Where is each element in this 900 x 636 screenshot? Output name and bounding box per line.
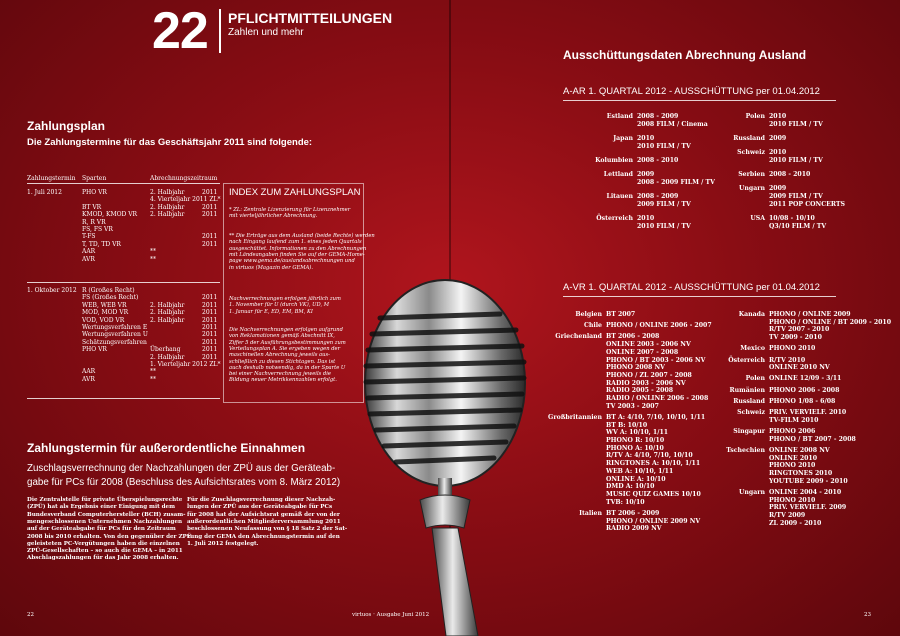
table-cell-year: 2011 [202,346,218,354]
ae-heading: Zahlungstermin für außerordentliche Einnahmen [27,441,306,455]
sec2-title: A-VR 1. QUARTAL 2012 - AUSSCHÜTTUNG per 01.04.2012 [563,282,820,293]
country-value: BT 2006 - 2008 [606,333,660,341]
col-header-sparten: Sparten [82,175,107,182]
country-value: DMD A: 10/10 [606,483,655,491]
country-value: R/TV 2007 - 2010 [769,326,830,334]
index-note-line: * ZL: Zentrale Lizenzierung für Lizenznehmer [229,207,351,213]
index-note-line: Verteilungsplan A. Sie ergeben wegen der [229,345,341,352]
table-cell-zeitraum: 2. Halbjahr [150,353,185,361]
index-note-line: auch deshalb notwendig, da in der Sparte U [229,364,346,371]
table-cell-sparte: Schätzungsverfahren [82,338,147,346]
table-cell-year: 2011 [202,309,218,317]
table-cell-year: 2011 [202,233,218,241]
country-label: Litauen [606,192,633,200]
country-label: Kanada [738,311,765,318]
table-cell-year: 2011 [202,211,218,219]
country-value: 2008 - 2009 [637,192,679,200]
country-value: ONLINE 12/09 - 3/11 [769,375,842,383]
country-value: TV 2009 - 2010 [769,334,822,342]
table-cell-sparte: FS, FS VR [82,226,113,233]
index-note-line: mit Ländeangaben finden Sie auf der GEMA-Home- [229,251,365,258]
index-note-line: nach Eingang laufend zum 1. eines jeden Quartals [229,239,362,246]
country-value: BT 2006 - 2009 [606,509,660,517]
index-note-line: Ziffer 5 der Ausführungsbestimmungen zum [229,339,346,346]
country-value: 2008 - 2010 [769,171,811,178]
index-note-line: bei einer Nachverrechnung jeweils die [229,371,331,378]
country-label: Großbritannien [548,413,602,421]
table-cell-zeitraum: 4. Vierteljahr 2011 ZL* [150,196,221,204]
right-heading: Ausschüttungsdaten Abrechnung Ausland [563,48,807,62]
country-value: 2009 FILM / TV [769,192,823,200]
country-value: ONLINE 2004 - 2010 [769,488,842,496]
country-value: 2010 FILM / TV [637,222,691,230]
country-value: RADIO 2005 - 2008 [606,387,674,395]
index-note-line: Nachverrechnungen erfolgen jährlich zum [229,296,341,302]
country-value: 2009 FILM / TV [637,200,691,208]
country-label: Russland [733,397,765,405]
country-label: Ungarn [739,185,765,193]
table-cell-sparte: MOD, MOD VR [82,309,129,317]
zahlungsplan-intro: Die Zahlungstermine für das Geschäftsjahr 2011 sind folgende: [27,137,313,148]
country-value: ONLINE 2010 [769,454,818,462]
table-cell-zeitraum: 2. Halbjahr [150,316,185,324]
country-value: PHONO 1/08 - 6/08 [769,397,836,405]
ae-text-line: geleisteten PC-Vergütungen haben die einzelnen [27,540,180,547]
group1-date: 1. Juli 2012 [27,189,62,196]
country-value: PHONO 2008 NV [606,364,665,372]
ae-text-line: auf der Geräteabgabe für PCs für den Zeitraum [27,526,176,533]
country-label: Rumänien [729,386,765,394]
country-label: Tschechien [726,446,765,454]
ae-text-line: lungen der ZPÜ aus der Geräteabgabe für PCs [187,504,333,511]
table-cell-year: 2011 [202,324,218,331]
footer-magazine: virtuos · Ausgabe Juni 2012 [352,612,430,618]
country-value: R/TV A: 4/10, 7/10, 10/10 [606,452,693,460]
page-number-right: 23 [864,612,871,618]
country-value: 2008 - 2009 FILM / TV [637,178,715,186]
ae-text-line: Die Zentralstelle für private Überspielungsrechte [27,497,183,503]
country-value: RADIO 2003 - 2006 NV [606,379,686,387]
table-cell-year: 2011 [202,353,218,361]
country-value: RINGTONES 2010 [769,469,833,477]
country-label: Italien [579,509,602,517]
country-value: R/TV 2009 [769,511,806,519]
table-cell-year: 2011 [202,240,218,248]
country-value: 2010 FILM / TV [769,120,823,128]
country-label: Ungarn [739,488,765,496]
country-value: 2010 [637,214,655,222]
header-divider [219,9,221,53]
country-label: USA [750,214,765,222]
ae-subheading-line1: Zuschlagsverrechnung der Nachzahlungen der ZPÜ aus der Geräteab- [27,463,336,474]
country-value: TVB: 10/10 [606,498,645,506]
country-label: Japan [613,134,633,142]
index-note-line: ** Die Erträge aus dem Ausland (beide Rechte) werden [229,233,375,239]
table-cell-zeitraum: 2. Halbjahr [150,189,185,196]
table-cell-sparte: PHO VR [82,346,107,354]
country-label: Schweiz [737,409,765,416]
country-value: 2010 [769,149,787,157]
page-number-left: 22 [27,612,34,618]
table-cell-sparte: Wertungsverfahren E [82,324,148,331]
country-label: Schweiz [737,149,765,157]
country-value: PHONO R: 10/10 [606,437,665,444]
table-cell-zeitraum: Überhang [150,346,181,354]
index-note-line: schließlich zu diesen Stichtagen. Das ist [229,358,336,365]
index-note-line: maschinellen Abrechnung jeweils aus- [229,352,330,359]
table-cell-sparte: R (Großes Recht) [82,287,135,294]
table-cell-zeitraum: ** [150,255,156,263]
table-header-rule [27,183,220,184]
col-header-zeitraum: Abrechnungszeitraum [150,175,218,182]
country-value: MUSIC QUIZ GAMES 10/10 [606,490,701,498]
country-value: ZL 2009 - 2010 [769,519,822,527]
index-note-line: Die Nachverrechnungen erfolgen aufgrund [229,327,343,333]
country-value: 2011 POP CONCERTS [769,200,845,208]
index-note-line: mit vierteljährlicher Abrechnung. [229,213,318,220]
col-header-termin: Zahlungstermin [27,175,76,182]
country-value: RINGTONES A: 10/10, 1/11 [606,460,701,468]
country-value: 2009 [769,134,787,142]
table-cell-sparte: T-FS [82,233,96,241]
microphone-image [350,278,550,636]
country-label: Polen [745,113,765,120]
table-cell-sparte: BT VR [82,203,102,211]
index-note-line: 1. November für U (durch VK), UD, M [229,302,330,309]
table-cell-zeitraum: 2. Halbjahr [150,211,185,219]
chapter-subtitle: Zahlen und mehr [228,27,304,38]
country-value: PHONO 2010 [769,496,816,504]
index-note-line: in virtuos (Magazin der GEMA). [229,264,313,271]
ae-text-line: beschlossenen Neufassung von § 18 Satz 2 der Sat- [187,526,348,533]
ae-text-line: Bundesverband Computerhersteller (BCH) zusam- [27,511,186,518]
country-label: Estland [606,113,633,120]
index-note-line: page www.gema.de/auslandsabrechnungen und [229,258,355,265]
country-value: WV A: 10/10, 1/11 [606,429,669,437]
country-value: PHONO / ONLINE 2009 [769,311,851,318]
table-cell-sparte: AVR [82,255,95,263]
country-value: Q3/10 FILM / TV [769,222,827,230]
country-value: 2008 FILM / Cinema [637,120,708,128]
country-value: 10/08 - 10/10 [769,214,815,222]
table-cell-zeitraum: ** [150,368,156,376]
country-value: PHONO / ONLINE 2009 NV [606,517,701,525]
ae-text-line: ZPÜ-Gesellschaften – so auch die GEMA – in 2011 [27,548,183,555]
country-value: YOUTUBE 2009 - 2010 [769,477,848,485]
table-cell-sparte: WEB, WEB VR [82,301,127,309]
ae-text-line: Abschlagszahlungen für das Jahr 2008 erhalten. [27,555,179,562]
country-value: ONLINE A: 10/10 [606,475,666,483]
country-label: Österreich [596,214,633,222]
table-cell-zeitraum: 2. Halbjahr [150,301,185,309]
country-label: Kolumbien [595,156,633,164]
country-value: PHONO / ONLINE 2006 - 2007 [606,322,712,330]
country-value: PHONO A: 10/10 [606,444,664,452]
index-title: INDEX ZUM ZAHLUNGSPLAN [229,187,361,198]
country-value: WEB A: 10/10, 1/11 [606,467,674,475]
country-value: 2010 [637,134,655,142]
country-value: PHONO / BT 2007 - 2008 [769,435,856,443]
index-note-line: ausgeschüttet. Informationen zu den Abrechnungen [229,245,367,252]
group-rule [27,282,220,283]
country-label: Serbien [738,171,765,178]
country-value: PHONO 2010 [769,345,816,353]
ae-text-line: Für die Zuschlagsverrechnung dieser Nachzah- [187,497,336,503]
country-value: 2008 - 2010 [637,156,679,164]
table-cell-year: 2011 [202,203,218,211]
country-value: PHONO / BT 2003 - 2006 NV [606,356,706,364]
country-value: RADIO / ONLINE 2006 - 2008 [606,395,709,402]
country-label: Russland [733,134,765,142]
table-cell-sparte: AAR [82,248,96,256]
country-value: BT A: 4/10, 7/10, 10/10, 1/11 [606,413,706,421]
country-value: R/TV 2010 [769,356,806,364]
table-cell-sparte: R, R VR [82,218,106,226]
table-cell-sparte: AAR [82,368,96,376]
index-note-line: Bildung neuer Metrikkennzahlen erfolgt. [229,377,337,384]
country-value: ONLINE 2007 - 2008 [606,348,679,356]
country-value: BT 2007 [606,311,636,318]
country-value: 2010 FILM / TV [637,142,691,150]
country-label: Lettland [603,171,633,178]
table-cell-sparte: PHO VR [82,189,107,196]
country-label: Mexico [740,345,765,353]
ae-text-line: mengeschlossenen Unternehmen Nachzahlungen [27,518,183,525]
table-cell-year: 2011 [202,331,218,339]
index-note-line: 1. Januar für E, ED, EM, BM, KI [229,308,313,315]
table-cell-sparte: KMOD, KMOD VR [82,211,138,219]
country-value: PRIV. VERVIELF. 2010 [769,409,847,416]
table-cell-sparte: T, TD, TD VR [82,240,121,248]
country-label: Singapur [733,427,765,435]
zahlungsplan-heading: Zahlungsplan [27,119,105,133]
country-value: 2008 - 2009 [637,113,679,120]
table-cell-year: 2011 [202,338,218,346]
table-cell-year: 2011 [202,301,218,309]
table-cell-sparte: VOD, VOD VR [82,316,125,324]
country-value: ONLINE 2010 NV [769,364,830,372]
country-label: Griechenland [555,333,602,341]
table-cell-year: 2011 [202,189,218,196]
sec2-rule [563,296,836,297]
country-value: PHONO 2006 [769,427,816,435]
ae-text-line: 2008 bis 2010 erhalten. Von den gegenüber der ZPÜ [27,533,192,540]
country-value: PHONO / ZL 2007 - 2008 [606,371,692,379]
table-cell-zeitraum: ** [150,375,156,383]
country-value: RADIO 2009 NV [606,525,662,533]
country-value: 2010 FILM / TV [769,156,823,164]
ae-text-line: für 2008 hat der Aufsichtsrat gemäß der von der [187,511,340,518]
ae-subheading-line2: gabe für PCs für 2008 (Beschluss des Aufsichtsrates vom 8. März 2012) [27,477,341,488]
country-label: Österreich [728,356,765,364]
country-label: Belgien [575,311,602,318]
table-cell-year: 2011 [202,294,218,302]
sec1-rule [563,100,836,101]
table-bottom-rule [27,398,220,399]
country-value: TV 2003 - 2007 [606,402,659,410]
table-cell-zeitraum: 1. Vierteljahr 2012 ZL* [150,361,221,368]
sec1-title: A-AR 1. QUARTAL 2012 - AUSSCHÜTTUNG per 01.04.2012 [563,86,820,97]
ae-text-line: (ZPÜ) hat als Ergebnis einer Einigung mit dem [27,504,176,511]
table-cell-year: 2011 [202,316,218,324]
ae-text-line: zung der GEMA den Abrechnungstermin auf den [187,533,340,540]
ae-text-line: 1. Juli 2012 festgelegt. [187,540,259,547]
country-value: PHONO / ONLINE / BT 2009 - 2010 [769,318,892,326]
table-cell-sparte: FS (Großes Recht) [82,294,139,302]
country-value: PHONO 2006 - 2008 [769,386,840,394]
country-label: Polen [745,375,765,383]
country-value: TV-FILM 2010 [769,416,819,424]
country-value: ONLINE 2008 NV [769,446,830,454]
country-value: 2009 [637,171,655,178]
table-cell-zeitraum: ** [150,248,156,256]
chapter-number: 22 [152,2,208,60]
chapter-title: PFLICHTMITTEILUNGEN [228,10,393,26]
country-value: ONLINE 2003 - 2006 NV [606,341,691,349]
country-label: Chile [583,322,602,330]
table-cell-sparte: AVR [82,375,95,383]
index-note-line: von Reklamationen gemäß Abschnitt IX, [229,333,335,340]
country-value: PHONO 2010 [769,462,816,470]
table-cell-zeitraum: 2. Halbjahr [150,309,185,317]
country-value: BT B: 10/10 [606,421,648,429]
table-cell-zeitraum: 2. Halbjahr [150,203,185,211]
table-cell-sparte: Wertungsverfahren U [82,331,148,339]
country-value: PRIV. VERVIELF. 2009 [769,504,847,512]
group2-date: 1. Oktober 2012 [27,287,77,294]
country-value: 2009 [769,185,787,193]
ae-text-line: außerordentlichen Mitgliederversammlung 2011 [187,518,341,525]
country-value: 2010 [769,113,787,120]
